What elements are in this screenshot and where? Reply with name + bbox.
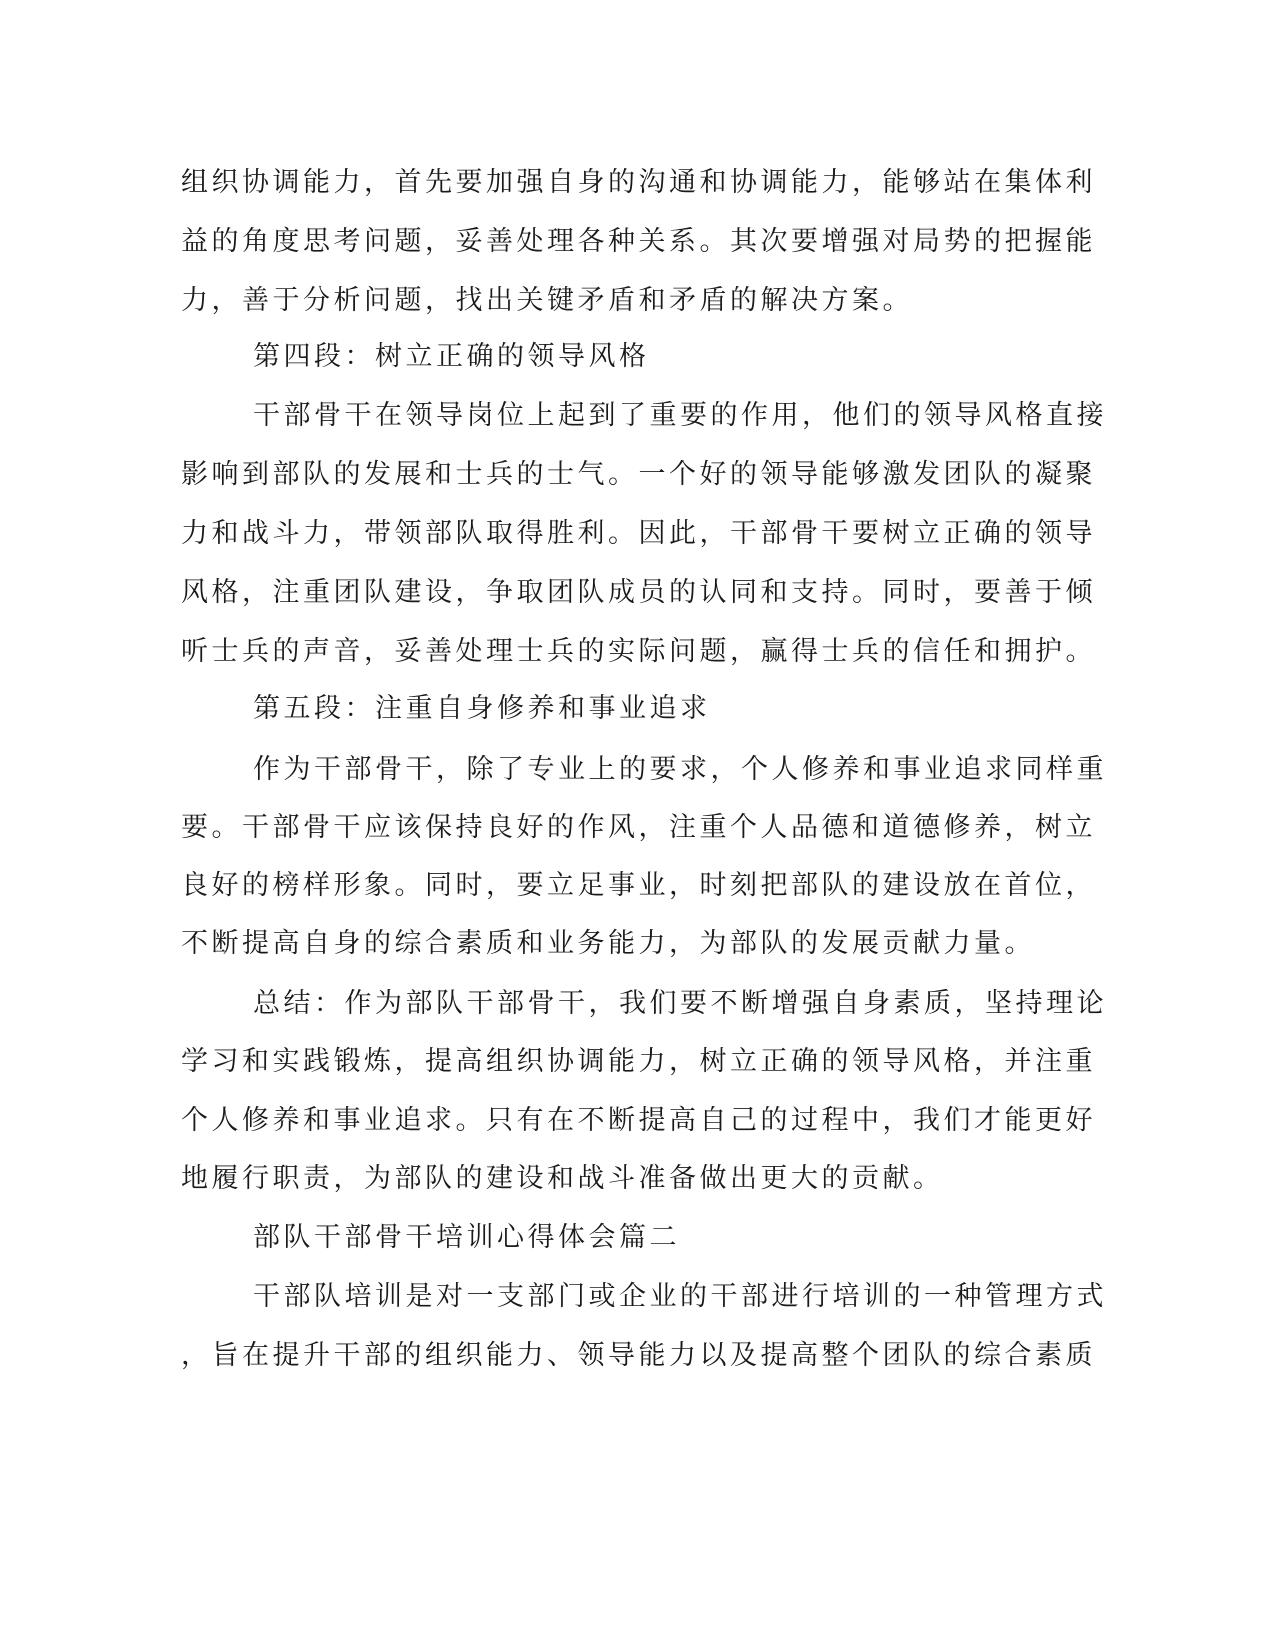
paragraph-line: 作为干部骨干，除了专业上的要求，个人修养和事业追求同样重 xyxy=(253,754,1107,785)
paragraph-line: 风格，注重团队建设，争取团队成员的认同和支持。同时，要善于倾 xyxy=(181,577,1096,608)
paragraph-line: 组织协调能力，首先要加强自身的沟通和协调能力，能够站在集体利 xyxy=(181,167,1096,198)
paragraph-line: 良好的榜样形象。同时，要立足事业，时刻把部队的建设放在首位， xyxy=(181,870,1096,901)
paragraph-line: 学习和实践锻炼，提高组织协调能力，树立正确的领导风格，并注重 xyxy=(181,1046,1096,1077)
section-heading: 第五段：注重自身修养和事业追求 xyxy=(253,693,711,724)
paragraph-line: 力和战斗力，带领部队取得胜利。因此，干部骨干要树立正确的领导 xyxy=(181,518,1096,549)
paragraph-line: 干部队培训是对一支部门或企业的干部进行培训的一种管理方式 xyxy=(253,1281,1107,1312)
paragraph-line: 不断提高自身的综合素质和业务能力，为部队的发展贡献力量。 xyxy=(181,928,1035,959)
paragraph-line: ，旨在提升干部的组织能力、领导能力以及提高整个团队的综合素质 xyxy=(181,1340,1096,1371)
paragraph-line: 益的角度思考问题，妥善处理各种关系。其次要增强对局势的把握能 xyxy=(181,226,1096,257)
paragraph-line: 影响到部队的发展和士兵的士气。一个好的领导能够激发团队的凝聚 xyxy=(181,459,1096,490)
paragraph-line: 地履行职责，为部队的建设和战斗准备做出更大的贡献。 xyxy=(181,1163,944,1194)
section-heading: 第四段：树立正确的领导风格 xyxy=(253,341,650,372)
paragraph-line: 总结：作为部队干部骨干，我们要不断增强自身素质，坚持理论 xyxy=(253,988,1107,1019)
paragraph-line: 力，善于分析问题，找出关键矛盾和矛盾的解决方案。 xyxy=(181,285,913,316)
section-heading: 部队干部骨干培训心得体会篇二 xyxy=(253,1222,680,1253)
paragraph-line: 要。干部骨干应该保持良好的作风，注重个人品德和道德修养，树立 xyxy=(181,812,1096,843)
paragraph-line: 个人修养和事业追求。只有在不断提高自己的过程中，我们才能更好 xyxy=(181,1105,1096,1136)
paragraph-line: 干部骨干在领导岗位上起到了重要的作用，他们的领导风格直接 xyxy=(253,400,1107,431)
paragraph-line: 听士兵的声音，妥善处理士兵的实际问题，赢得士兵的信任和拥护。 xyxy=(181,636,1096,667)
